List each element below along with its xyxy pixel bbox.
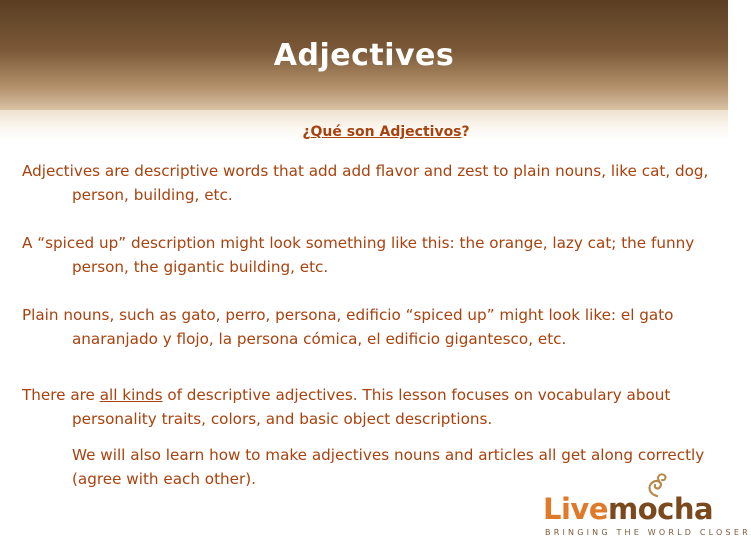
logo-mocha: mocha (608, 492, 714, 526)
slide-subtitle (60, 120, 712, 144)
paragraph-agreement: We will also learn how to make adjectives nouns and articles all get along correctly (agree with each other). (72, 446, 705, 488)
subtitle-prefix: ¿ (302, 124, 311, 140)
livemocha-logo (543, 470, 751, 540)
kinds-before: There are (22, 386, 100, 404)
kinds-after: of descriptive adjectives. This lesson focuses on vocabulary about personality traits, colors, and basic object descriptions. (72, 386, 671, 428)
slide-title: Adjectives (273, 38, 455, 73)
paragraph-english-example: A “spiced up” description might look something like this: the orange, lazy cat; the funny person, the gigantic building, etc. (22, 234, 695, 276)
subtitle-suffix: ? (461, 124, 470, 140)
paragraph-kinds (22, 383, 712, 431)
logo-wordmark (543, 492, 713, 526)
subtitle-link[interactable]: Qué son Adjectivos (310, 124, 462, 140)
logo-tagline: BRINGING THE WORLD CLOSER (545, 528, 751, 537)
paragraph-spanish-example: Plain nouns, such as gato, perro, persona, edificio “spiced up” might look like: el gato anaranjado y flojo, la persona cómica, el edificio gigantesco, etc. (22, 306, 674, 348)
kinds-link[interactable]: all kinds (99, 386, 163, 404)
paragraph-definition: Adjectives are descriptive words that add add flavor and zest to plain nouns, like cat, dog, person, building, etc. (22, 162, 709, 204)
logo-live: Live (543, 492, 608, 526)
slide-content (22, 120, 712, 491)
